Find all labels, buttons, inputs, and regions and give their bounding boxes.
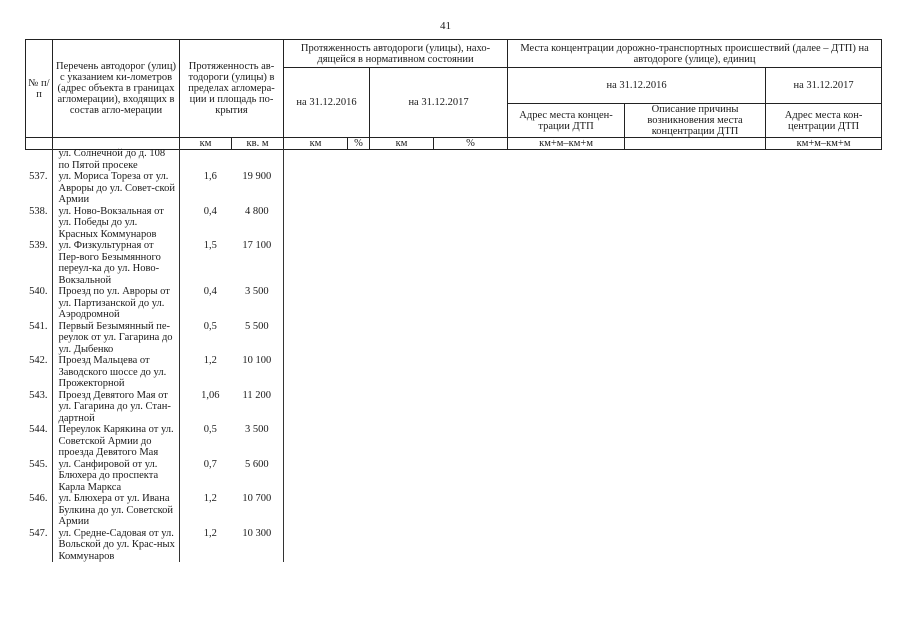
unit-pct-2017: % (434, 138, 508, 150)
road-name: Проезд Мальцева от Заводского шоссе до ул. Прожекторной (52, 355, 179, 390)
header-col-road-list: Перечень автодорог (улиц) с указанием ки-лометров (адрес объекта в границах агломерации), входящих в состав агло-мерации (53, 40, 180, 138)
road-length-km: 0,4 (179, 286, 231, 321)
unit-pct-2016: % (348, 138, 370, 150)
road-name: Проезд по ул. Авроры от ул. Партизанской до ул. Аэродромной (52, 286, 179, 321)
header-col-normative: Протяженность автодороги (улицы), нахо-дящейся в нормативном состоянии (284, 40, 508, 68)
table-row (25, 206, 881, 241)
page-number: 41 (440, 20, 451, 32)
road-area-sqm: 4 800 (231, 206, 283, 241)
road-area-sqm: 3 500 (231, 286, 283, 321)
road-length-km: 1,6 (179, 171, 231, 206)
row-rest (283, 528, 881, 563)
continued-km (179, 148, 231, 171)
road-name: ул. Ново-Вокзальная от ул. Победы до ул. Красных Коммунаров (52, 206, 179, 241)
table-row (25, 240, 881, 286)
road-area-sqm: 17 100 (231, 240, 283, 286)
row-number: 539. (29, 240, 48, 251)
road-name: ул. Блюхера от ул. Ивана Булкина до ул. Советской Армии (52, 493, 179, 528)
unit-kmm-2016: км+м–км+м (508, 138, 625, 150)
row-rest (283, 321, 881, 356)
row-rest (283, 206, 881, 241)
table-row (25, 528, 881, 563)
road-area-sqm: 10 700 (231, 493, 283, 528)
road-length-km: 0,5 (179, 424, 231, 459)
unit-km-2016: км (284, 138, 348, 150)
table-row (25, 171, 881, 206)
header-dtp-address-2017: Адрес места кон-центрации ДТП (766, 104, 882, 138)
road-name: Переулок Карякина от ул. Советской Армии до проезда Девятого Мая (52, 424, 179, 459)
row-rest (283, 355, 881, 390)
table-row (25, 321, 881, 356)
road-area-sqm: 11 200 (231, 390, 283, 425)
road-length-km: 1,5 (179, 240, 231, 286)
header-col-length: Протяженность ав-тодороги (улицы) в пределах агломера-ции и площадь по-крытия (180, 40, 284, 138)
table-header (25, 39, 882, 150)
road-length-km: 1,06 (179, 390, 231, 425)
continued-sqm (231, 148, 283, 171)
row-number: 540. (29, 286, 48, 297)
road-area-sqm: 19 900 (231, 171, 283, 206)
road-length-km: 1,2 (179, 355, 231, 390)
row-number: 545. (29, 458, 48, 470)
road-name: ул. Средне-Садовая от ул. Вольской до ул. Крас-ных Коммунаров (52, 528, 179, 563)
table-row (25, 286, 881, 321)
unit-sqm: кв. м (232, 138, 284, 150)
row-number: 543. (29, 389, 48, 401)
row-rest (283, 390, 881, 425)
continued-row (25, 148, 881, 171)
row-rest (283, 171, 881, 206)
road-name: ул. Физкультурная от Пер-вого Безымянного переул-ка до ул. Ново-Вокзальной (52, 240, 179, 286)
header-dtp-reason: Описание причины возникновения места концентрации ДТП (625, 104, 766, 138)
table-row (25, 355, 881, 390)
road-length-km: 1,2 (179, 493, 231, 528)
road-length-km: 1,2 (179, 528, 231, 563)
row-number: 546. (29, 493, 48, 504)
road-length-km: 0,5 (179, 321, 231, 356)
row-number: 544. (29, 424, 48, 435)
road-area-sqm: 10 100 (231, 355, 283, 390)
continued-num (25, 148, 52, 171)
row-number: 538. (29, 205, 48, 217)
row-rest (283, 240, 881, 286)
row-number: 547. (29, 527, 48, 539)
table-row (25, 493, 881, 528)
unit-km-2017: км (370, 138, 434, 150)
road-name: Первый Безымянный пе-реулок от ул. Гагарина до ул. Дыбенко (52, 321, 179, 356)
header-col-num: № п/п (26, 40, 53, 138)
road-area-sqm: 3 500 (231, 424, 283, 459)
header-col-dtp: Места концентрации дорожно-транспортных происшествий (далее – ДТП) на автодороге (улице), единиц (508, 40, 882, 68)
row-number: 537. (29, 171, 48, 182)
table-row (25, 390, 881, 425)
continued-road-name: ул. Солнечной до д. 108 по Пятой просеке (52, 148, 179, 171)
row-number: 541. (29, 320, 48, 332)
header-date-2017: на 31.12.2017 (370, 68, 508, 138)
header-dtp-date-2016: на 31.12.2016 (508, 68, 766, 104)
header-dtp-date-2017: на 31.12.2017 (766, 68, 882, 104)
road-length-km: 0,7 (179, 459, 231, 494)
road-name: Проезд Девятого Мая от ул. Гагарина до ул. Стан-дартной (52, 390, 179, 425)
row-rest (283, 459, 881, 494)
road-area-sqm: 5 600 (231, 459, 283, 494)
unit-km: км (180, 138, 232, 150)
road-name: ул. Санфировой от ул. Блюхера до проспекта Карла Маркса (52, 459, 179, 494)
header-date-2016: на 31.12.2016 (284, 68, 370, 138)
row-rest (283, 286, 881, 321)
continued-rest (283, 148, 881, 171)
road-area-sqm: 10 300 (231, 528, 283, 563)
row-number: 542. (29, 355, 48, 366)
road-name: ул. Мориса Тореза от ул. Авроры до ул. Совет-ской Армии (52, 171, 179, 206)
road-length-km: 0,4 (179, 206, 231, 241)
row-rest (283, 493, 881, 528)
table-row (25, 459, 881, 494)
header-dtp-address: Адрес места концен-трации ДТП (508, 104, 625, 138)
table-row (25, 424, 881, 459)
road-area-sqm: 5 500 (231, 321, 283, 356)
unit-kmm-2017: км+м–км+м (766, 138, 882, 150)
road-list-table (25, 148, 881, 562)
row-rest (283, 424, 881, 459)
